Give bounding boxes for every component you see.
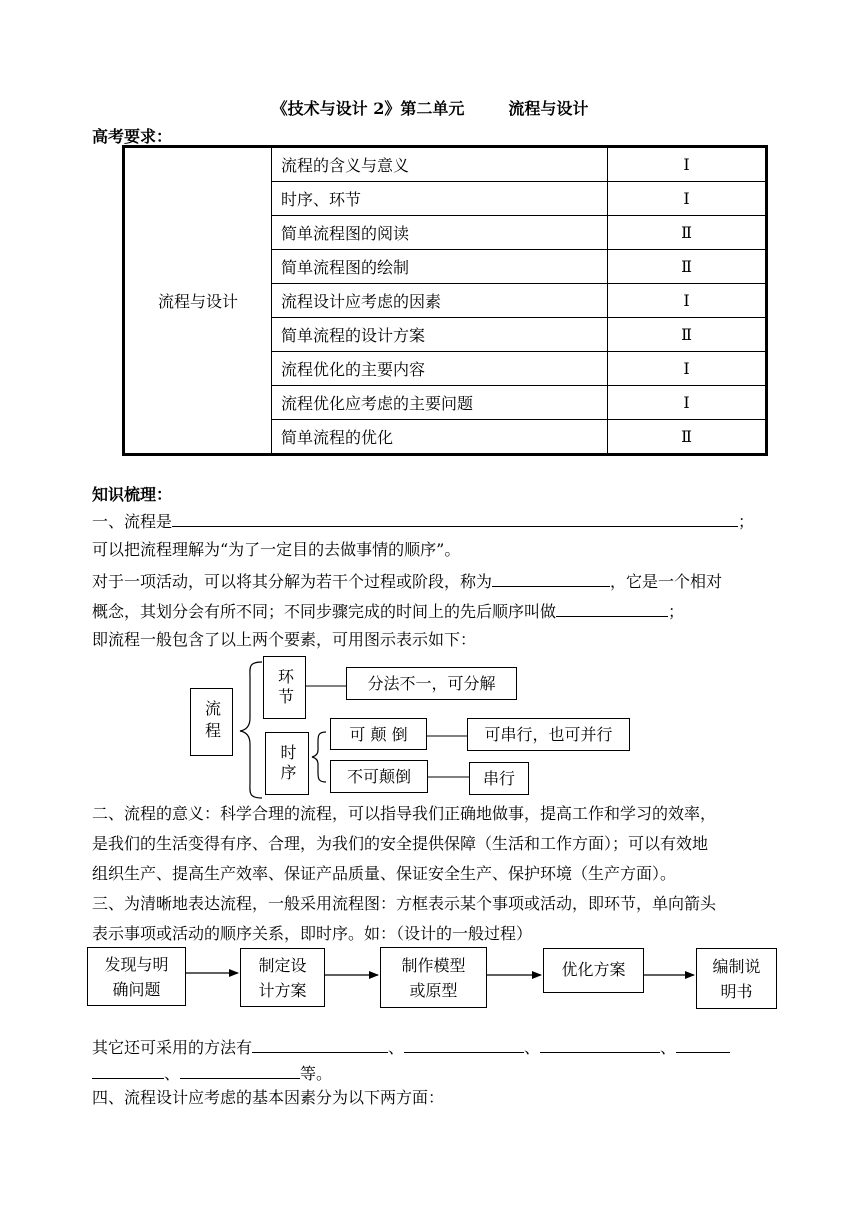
- diagram-reversible-box: 可 颠 倒: [330, 718, 427, 750]
- level-cell: Ⅰ: [608, 386, 767, 420]
- level-cell: Ⅰ: [608, 284, 767, 318]
- fill-blank[interactable]: [676, 1038, 730, 1053]
- topic-cell: 流程设计应考虑的因素: [272, 284, 608, 318]
- other-methods-line1: 其它还可采用的方法有 、 、 、: [92, 1038, 730, 1056]
- knowledge-heading: 知识梳理：: [92, 485, 173, 504]
- section1-line5: 即流程一般包含了以上两个要素，可用图示表示如下：: [92, 630, 477, 649]
- section1-line3: 对于一项活动，可以将其分解为若干个过程或阶段，称为 ，它是一个相对: [92, 572, 723, 591]
- level-cell: Ⅱ: [608, 216, 767, 250]
- diagram-root-box: 流程: [190, 688, 233, 756]
- topic-cell: 简单流程的设计方案: [272, 318, 608, 352]
- fill-blank[interactable]: [92, 1064, 164, 1079]
- section1-line4: 概念，其划分会有所不同；不同步骤完成的时间上的先后顺序叫做 ；: [92, 602, 685, 621]
- flow-step-box: 编制说 明书: [696, 948, 777, 1009]
- topic-cell: 简单流程图的阅读: [272, 216, 608, 250]
- diagram-link-desc-box: 分法不一，可分解: [346, 667, 517, 700]
- topic-cell: 时序、环节: [272, 182, 608, 216]
- flow-step-box: 优化方案: [543, 948, 644, 993]
- diagram-link-box: 环节: [263, 656, 306, 719]
- section4-line: 四、流程设计应考虑的基本因素分为以下两方面：: [92, 1088, 445, 1107]
- diagram-irreversible-desc-box: 串行: [469, 762, 529, 795]
- brace-main: [240, 662, 262, 798]
- fill-blank[interactable]: [180, 1064, 300, 1079]
- section2-line2: 是我们的生活变得有序、合理，为我们的安全提供保障（生活和工作方面）；可以有效地: [92, 834, 709, 853]
- section3-line1: 三、为清晰地表达流程，一般采用流程图：方框表示某个事项或活动，即环节，单向箭头: [92, 894, 717, 913]
- fill-blank[interactable]: [540, 1038, 660, 1053]
- section2-line3: 组织生产、提高生产效率、保证产品质量、保证安全生产、保护环境（生产方面）。: [92, 864, 677, 883]
- other-methods-line2: 、 等。: [92, 1064, 332, 1082]
- level-cell: Ⅰ: [608, 147, 767, 182]
- topic-cell: 简单流程图的绘制: [272, 250, 608, 284]
- topic-cell: 流程优化应考虑的主要问题: [272, 386, 608, 420]
- section3-line2: 表示事项或活动的顺序关系，即时序。如：（设计的一般过程）: [92, 924, 533, 943]
- diagram-order-box: 时序: [265, 732, 309, 795]
- level-cell: Ⅱ: [608, 318, 767, 352]
- diagram-irreversible-box: 不可颠倒: [330, 760, 428, 793]
- level-cell: Ⅰ: [608, 182, 767, 216]
- level-cell: Ⅱ: [608, 250, 767, 284]
- section1-line1: 一、流程是 ；: [92, 512, 755, 531]
- exam-requirements-heading: 高考要求：: [92, 127, 173, 146]
- level-cell: Ⅱ: [608, 420, 767, 455]
- topic-cell: 流程的含义与意义: [272, 147, 608, 182]
- brace-order: [312, 732, 326, 782]
- topic-cell: 流程优化的主要内容: [272, 352, 608, 386]
- flow-step-box: 制作模型 或原型: [380, 947, 487, 1008]
- fill-blank[interactable]: [404, 1038, 524, 1053]
- level-cell: Ⅰ: [608, 352, 767, 386]
- category-cell: 流程与设计: [124, 147, 272, 455]
- diagram-reversible-desc-box: 可串行，也可并行: [467, 718, 630, 751]
- document-title: 《技术与设计 2》第二单元 流程与设计: [271, 99, 589, 118]
- flow-step-box: 制定设 计方案: [240, 948, 325, 1007]
- topic-cell: 简单流程的优化: [272, 420, 608, 455]
- fill-blank[interactable]: [252, 1038, 388, 1053]
- section2-line1: 二、流程的意义：科学合理的流程，可以指导我们正确地做事，提高工作和学习的效率，: [92, 804, 717, 823]
- flow-step-box: 发现与明 确问题: [87, 947, 186, 1006]
- section1-line2: 可以把流程理解为“为了一定目的去做事情的顺序”。: [92, 540, 461, 559]
